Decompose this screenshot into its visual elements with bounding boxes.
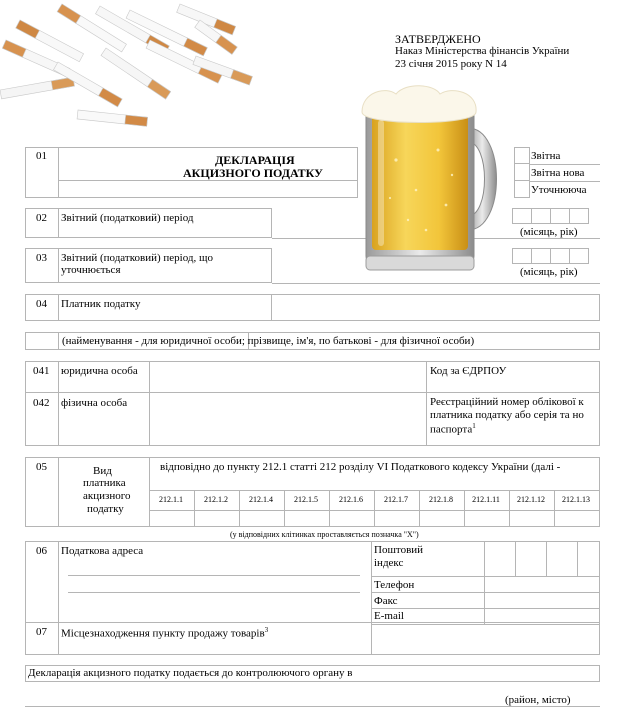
individual-field[interactable] [149,392,427,446]
sale-point-label: Місцезнаходження пункту продажу товарів$^3$ [61,626,269,640]
period-year-cell-2[interactable] [569,208,589,224]
phone-label: Телефон [374,579,415,591]
clarified-month-cell[interactable] [512,248,532,264]
kind-label-2: платника [83,477,126,489]
row-05-number: 05 [36,461,47,473]
legal-person-field[interactable] [149,361,427,393]
kind-text: відповідно до пункту 212.1 статті 212 розділу VI Податкового кодексу України (далі - [160,461,561,473]
clarified-period-label: Звітний (податковий) період, що [61,252,213,264]
postal-code-label: Поштовий [374,544,424,556]
approval-heading: ЗАТВЕРДЖЕНО [395,32,481,46]
row-042-number: 042 [33,397,50,409]
payer-hint: (найменування - для юридичної особи; прізвище, ім'я, по батькові - для фізичної особи) [62,335,475,347]
doc-type-new-label: Звітна нова [531,167,585,179]
kind-code-label: 212.1.4 [249,495,273,504]
kind-code-label: 212.1.12 [517,495,545,504]
doc-type-new-checkbox[interactable] [514,163,530,181]
kind-note: (у відповідних клітинках проставляється позначка "Х") [230,530,419,539]
cigarettes-image [0,0,272,144]
edrpou-label: Код за ЄДРПОУ [430,365,507,377]
kind-code-cell[interactable] [554,510,600,527]
individual-label: фізична особа [61,397,128,409]
declaration-title: ДЕКЛАРАЦІЯ [215,153,295,167]
payer-name-field[interactable] [271,294,600,321]
kind-label-3: акцизного [83,490,131,502]
payer-label: Платник податку [61,298,141,310]
kind-code-label: 212.1.2 [204,495,228,504]
doc-type-clarifying-checkbox[interactable] [514,180,530,198]
kind-code-label: 212.1.7 [384,495,408,504]
kind-code-cell[interactable] [464,510,510,527]
payer-hint-blank-cell [25,332,59,350]
row-07-number: 07 [36,626,47,638]
kind-code-cell[interactable] [509,510,555,527]
kind-label-4: податку [87,503,124,515]
kind-code-cell[interactable] [149,510,195,527]
doc-type-original-label: Звітна [531,150,561,162]
kind-code-label: 212.1.6 [339,495,363,504]
kind-label-1: Вид [93,465,112,477]
approval-date: 23 січня 2015 року N 14 [395,58,507,70]
kind-code-label: 212.1.13 [562,495,590,504]
registration-number-label: Реєстраційний номер облікової к [430,396,584,408]
kind-code-cell[interactable] [374,510,420,527]
kind-code-label: 212.1.5 [294,495,318,504]
registration-number-label-2: платника податку або серія та но [430,409,584,421]
row-06-number: 06 [36,545,47,557]
kind-code-label: 212.1.1 [159,495,183,504]
period-label: Звітний (податковий) період [61,212,194,224]
kind-code-cell[interactable] [284,510,330,527]
submission-text: Декларація акцизного податку подається до контролюючого органу в [28,667,353,679]
address-label: Податкова адреса [61,545,144,557]
period-month-year-hint: (місяць, рік) [520,226,578,238]
doc-type-original-checkbox[interactable] [514,147,530,164]
clarified-year-cell-2[interactable] [569,248,589,264]
kind-code-cell[interactable] [329,510,375,527]
beer-mug-image [356,80,506,280]
fax-field[interactable] [371,592,600,609]
doc-type-clarifying-label: Уточнююча [531,184,587,196]
kind-code-label: 212.1.11 [472,495,500,504]
postal-code-digit-3[interactable] [546,541,578,577]
kind-code-cell[interactable] [419,510,465,527]
district-hint: (район, місто) [505,694,571,706]
legal-person-label: юридична особа [61,365,138,377]
kind-code-label: 212.1.8 [429,495,453,504]
registration-number-label-3: паспорта$^1$ [430,422,476,436]
row-041-number: 041 [33,365,50,377]
kind-code-cell[interactable] [194,510,240,527]
fax-label: Факс [374,595,398,607]
postal-code-label-2: індекс [374,557,404,569]
email-label: E-mail [374,610,404,622]
declaration-subtitle: АКЦИЗНОГО ПОДАТКУ [183,166,323,180]
period-month-cell[interactable] [512,208,532,224]
clarified-month-cell-2[interactable] [531,248,551,264]
approval-order: Наказ Міністерства фінансів України [395,45,570,57]
kind-code-cell[interactable] [239,510,285,527]
period-month-cell-2[interactable] [531,208,551,224]
postal-code-digit-1[interactable] [484,541,516,577]
row-03-number: 03 [36,252,47,264]
clarified-month-year-hint: (місяць, рік) [520,266,578,278]
row-04-number: 04 [36,298,47,310]
period-year-cell[interactable] [550,208,570,224]
row-01-number: 01 [36,150,47,162]
clarified-period-label-2: уточнюється [61,264,121,276]
row-02-number: 02 [36,212,47,224]
postal-code-digit-4[interactable] [577,541,600,577]
sale-point-field[interactable] [371,622,600,655]
clarified-year-cell[interactable] [550,248,570,264]
postal-code-digit-2[interactable] [515,541,547,577]
